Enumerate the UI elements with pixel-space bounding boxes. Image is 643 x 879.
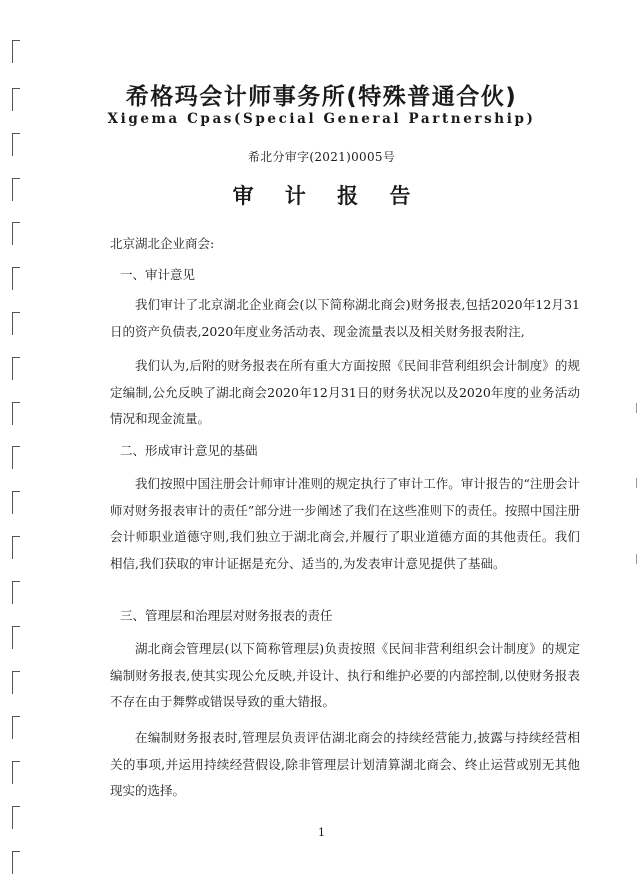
firm-name-cn: 希格玛会计师事务所(特殊普通合伙) <box>125 84 518 110</box>
page-number: 1 <box>318 826 325 839</box>
section-heading-responsibility: 三、管理层和治理层对财务报表的责任 <box>120 608 333 623</box>
section-heading-audit-opinion: 一、审计意见 <box>120 267 196 282</box>
scan-speck <box>636 554 637 564</box>
firm-name-en: Xigema Cpas(Special General Partnership) <box>107 111 536 127</box>
paragraph-going-concern: 在编制财务报表时,管理层负责评估湖北商会的持续经营能力,披露与持续经营相关的事项,并运用持续经营假设,除非管理层计划清算湖北商会、终止运营或别无其他现实的选择。 <box>110 730 580 798</box>
page-title: 审 计 报 告 <box>232 183 423 208</box>
reference-number: 希北分审字(2021)0005号 <box>247 150 396 164</box>
scan-speck <box>636 403 637 413</box>
section-heading-basis: 二、形成审计意见的基础 <box>120 443 258 458</box>
scan-speck <box>636 478 637 488</box>
paragraph-audit-scope: 我们审计了北京湖北企业商会(以下简称湖北商会)财务报表,包括2020年12月31日的资产负债表,2020年度业务活动表、现金流量表以及相关财务报表附注, <box>110 297 580 339</box>
paragraph-basis: 我们按照中国注册会计师审计准则的规定执行了审计工作。审计报告的“注册会计师对财务报表审计的责任”部分进一步阐述了我们在这些准则下的责任。按照中国注册会计师职业道德守则,我们独立于湖北商会,并履行了职业道德方面的其他责任。我们相信,我们获取的审计证据是充分、适当的,为发表审计意见提供了基础。 <box>110 476 580 571</box>
paragraph-management-responsibility: 湖北商会管理层(以下简称管理层)负责按照《民间非营利组织会计制度》的规定编制财务报表,使其实现公允反映,并设计、执行和维护必要的内部控制,以使财务报表不存在由于舞弊或错误导致的重大错报。 <box>110 641 580 709</box>
addressee: 北京湖北企业商会: <box>110 236 215 251</box>
binding-marks <box>6 0 26 879</box>
paragraph-audit-opinion: 我们认为,后附的财务报表在所有重大方面按照《民间非营利组织会计制度》的规定编制,公允反映了湖北商会2020年12月31日的财务状况以及2020年度的业务活动情况和现金流量。 <box>110 358 580 426</box>
